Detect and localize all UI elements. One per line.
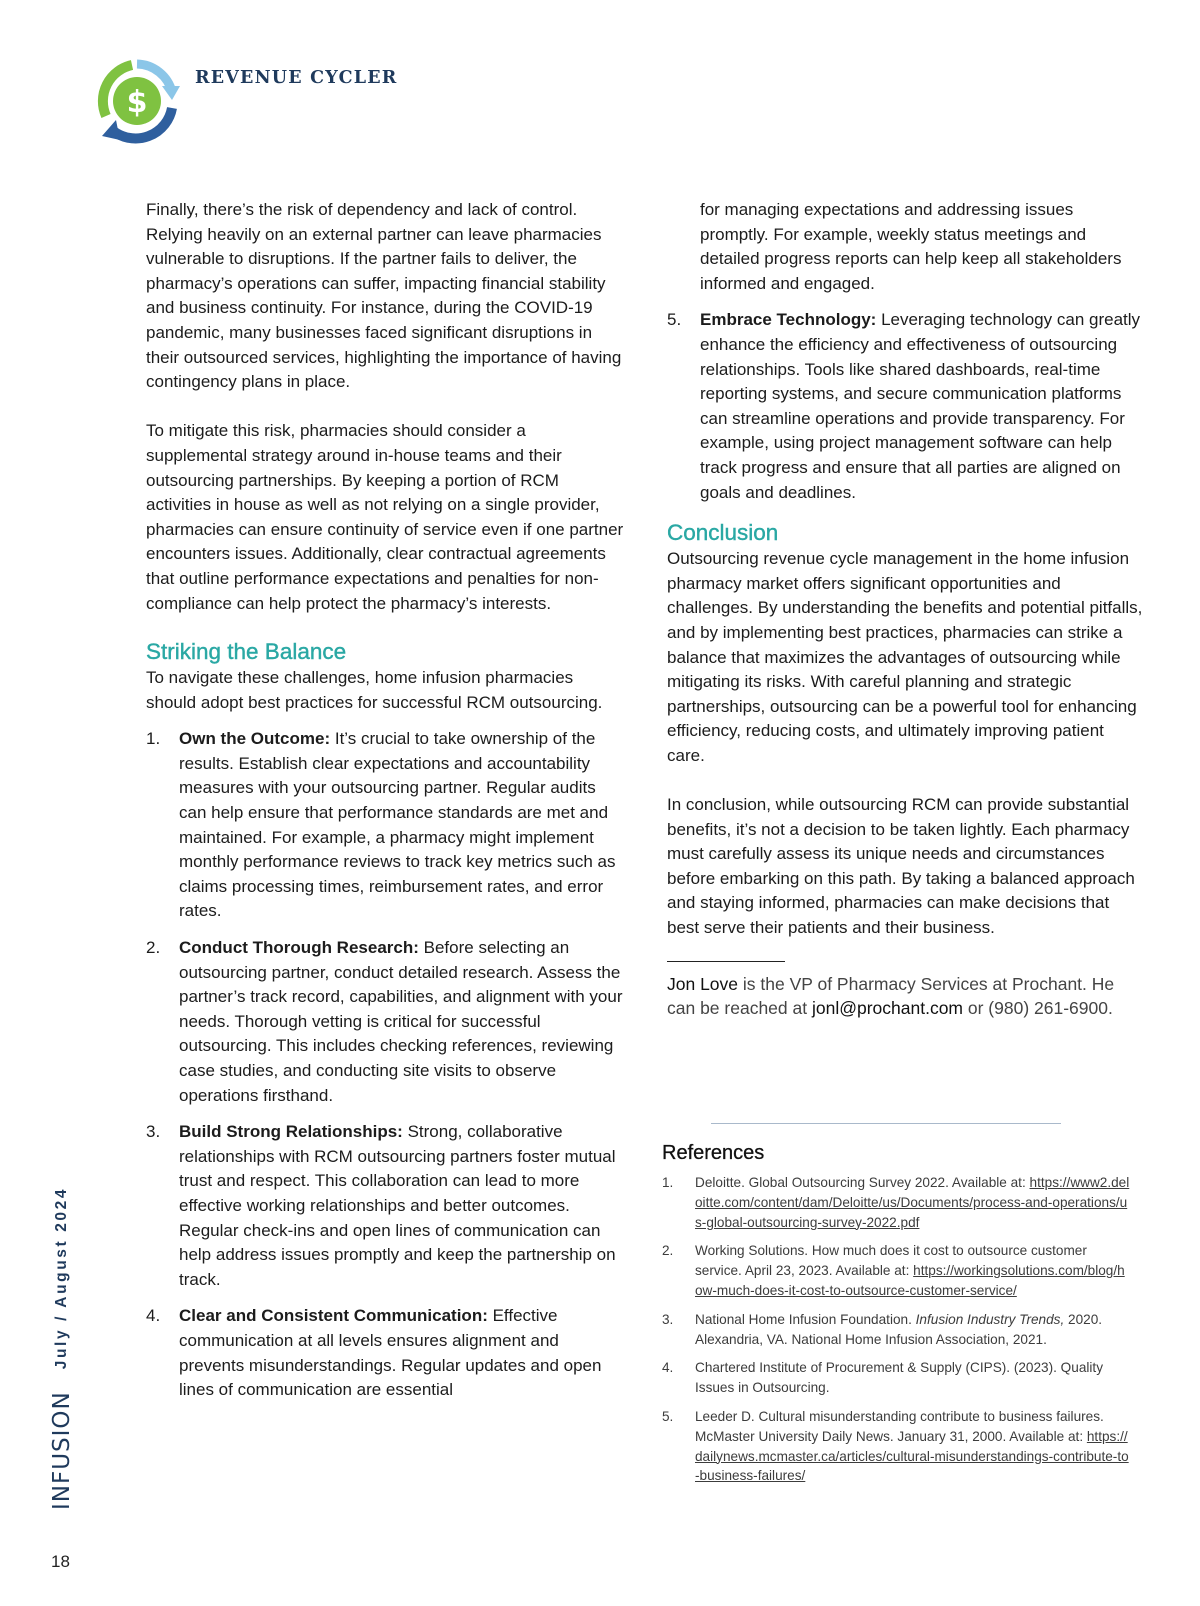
author-email[interactable]: jonl@prochant.com: [811, 998, 964, 1019]
list-number: 4.: [146, 1306, 161, 1326]
reference-link[interactable]: https://dailynews.mcmaster.ca/articles/cultural-misunderstandings-contribute-to-business-failures/: [695, 1428, 1129, 1484]
list-item-text: Leveraging technology can greatly enhance the efficiency and effectiveness of outsourcing relationships. Tools like shared dashboards, real-time reporting systems, and secure communication platforms can streamline operations and provide transparency. For example, using project management software can help track progress and ensure that all parties are aligned on goals and deadlines.: [700, 310, 1141, 502]
reference-item: [662, 1173, 1132, 1232]
list-item-title: Own the Outcome:: [179, 729, 331, 749]
list-item-text: Effective communication at all levels ensures alignment and prevents misunderstandings. Regular updates and open lines of communication are essential: [179, 1306, 602, 1400]
list-item-text: It’s crucial to take ownership of the results. Establish clear expectations and accountability measures with your outsourcing partner. Regular audits can help ensure that performance standards are met and maintained. For example, a pharmacy might implement monthly performance reviews to track key metrics such as claims processing times, reimbursement rates, and error rates.: [179, 729, 616, 921]
reference-link[interactable]: https://www2.deloitte.com/content/dam/Deloitte/us/Documents/process-and-operations/us-global-outsourcing-survey-2022.pdf: [695, 1175, 1130, 1230]
list-number: 5.: [667, 310, 682, 330]
body-paragraph: Outsourcing revenue cycle management in the home infusion pharmacy market offers significant opportunities and challenges. By understanding the benefits and potential pitfalls, and by implementing best practices, pharmacies can strike a balance that maximizes the advantages of outsourcing while mitigating its risks. With careful planning and strategic partnerships, outsourcing can be a powerful tool for enhancing efficiency, reducing costs, and ultimately improving patient care.: [667, 549, 1143, 765]
reference-text: Deloitte. Global Outsourcing Survey 2022. Available at:: [695, 1175, 1030, 1190]
section-heading: Conclusion: [667, 520, 779, 546]
author-bio: [667, 972, 1143, 1021]
list-item-title: Build Strong Relationships:: [179, 1122, 403, 1142]
list-item: [146, 1120, 624, 1292]
list-item-continuation: for managing expectations and addressing issues promptly. For example, weekly status meetings and detailed progress reports can help keep all stakeholders informed and engaged.: [700, 200, 1122, 293]
references-section: [662, 1142, 1132, 1495]
list-item: [146, 936, 624, 1108]
reference-text: Chartered Institute of Procurement & Supply (CIPS). (2023). Quality Issues in Outsourcing.: [695, 1360, 1103, 1396]
bio-text: or (980) 261-6900.: [963, 998, 1113, 1019]
reference-number: 2.: [662, 1243, 674, 1259]
list-item: [667, 308, 1143, 505]
intro-paragraph: To navigate these challenges, home infusion pharmacies should adopt best practices for successful RCM outsourcing.: [146, 668, 603, 712]
section-label: REVENUE CYCLER: [195, 68, 398, 88]
best-practices-list: [146, 727, 624, 1402]
left-column: [146, 198, 624, 1403]
reference-number: 5.: [662, 1408, 674, 1424]
list-item-title: Embrace Technology:: [700, 310, 877, 330]
reference-item: [662, 1310, 1132, 1350]
list-number: 1.: [146, 729, 161, 749]
body-paragraph: To mitigate this risk, pharmacies should consider a supplemental strategy around in-house teams and their outsourcing partnerships. By keeping a portion of RCM activities in house as well as not relying on a single provider, pharmacies can ensure continuity of service even if one partner encounters issues. Additionally, clear contractual agreements that outline performance expectations and penalties for non-compliance can help protect the pharmacy’s interests.: [146, 421, 624, 613]
issue-date: July / August 2024: [53, 1186, 70, 1370]
reference-text: Working Solutions. How much does it cost to outsource customer service. April 23, 2023. Available at:: [695, 1243, 1087, 1279]
body-paragraph: In conclusion, while outsourcing RCM can provide substantial benefits, it’s not a decision to be taken lightly. Each pharmacy must carefully assess its unique needs and circumstances before embarking on this path. By taking a balanced approach and staying informed, pharmacies can make decisions that best serve their patients and their business.: [667, 795, 1135, 938]
reference-number: 4.: [662, 1360, 674, 1376]
references-divider: [711, 1123, 1061, 1124]
list-item-text: Strong, collaborative relationships with RCM outsourcing partners foster mutual trust and respect. This collaboration can lead to more effective working relationships and better outcomes. Regular check-ins and open lines of communication can help address issues promptly and keep the partnership on track.: [179, 1122, 616, 1289]
list-item-title: Conduct Thorough Research:: [179, 938, 419, 958]
page-number: 18: [51, 1552, 70, 1571]
reference-item: [662, 1241, 1132, 1300]
author-name: Jon Love: [667, 973, 739, 994]
bio-divider: [667, 961, 785, 962]
reference-number: 1.: [662, 1175, 674, 1190]
list-number: 3.: [146, 1122, 161, 1142]
reference-item: [662, 1407, 1132, 1486]
reference-text: Leeder D. Cultural misunderstanding contribute to business failures. McMaster University Daily News. January 31, 2000. Available at:: [695, 1408, 1104, 1444]
reference-item: [662, 1358, 1132, 1398]
reference-text: 2020. Alexandria, VA. National Home Infusion Association, 2021.: [695, 1311, 1103, 1347]
references-heading: References: [662, 1142, 765, 1164]
references-list: [662, 1173, 1132, 1486]
reference-number: 3.: [662, 1311, 674, 1327]
list-item: [146, 1304, 624, 1402]
bio-text: is the VP of Pharmacy Services at Prochant. He can be reached at: [667, 973, 1115, 1019]
right-column: [667, 198, 1143, 1021]
list-item: [146, 727, 624, 924]
list-item-title: Clear and Consistent Communication:: [179, 1306, 488, 1326]
body-paragraph: Finally, there’s the risk of dependency and lack of control. Relying heavily on an external partner can leave pharmacies vulnerable to disruptions. If the partner fails to deliver, the pharmacy’s operations can suffer, impacting financial stability and business continuity. For instance, during the COVID-19 pandemic, many businesses faced significant disruptions in their outsourced services, highlighting the importance of having contingency plans in place.: [146, 200, 622, 392]
revenue-cycler-logo: [92, 56, 182, 146]
svg-text:$: $: [126, 85, 148, 120]
vertical-magazine-label: [49, 1187, 75, 1510]
best-practices-list-continued: [667, 308, 1143, 505]
list-number: 2.: [146, 938, 161, 958]
reference-title: Infusion Industry Trends,: [915, 1311, 1065, 1327]
section-heading: Striking the Balance: [146, 639, 347, 665]
list-item-text: Before selecting an outsourcing partner, conduct detailed research. Assess the partner’s track record, capabilities, and alignment with your needs. Thorough vetting is critical for successful outsourcing. This includes checking references, reviewing case studies, and conducting site visits to observe operations firsthand.: [179, 938, 623, 1105]
dollar-cycle-icon: [92, 56, 182, 146]
reference-text: National Home Infusion Foundation.: [695, 1311, 916, 1327]
reference-link[interactable]: https://workingsolutions.com/blog/how-much-does-it-cost-to-outsource-customer-service/: [695, 1263, 1125, 1298]
magazine-name: INFUSION: [49, 1391, 75, 1510]
